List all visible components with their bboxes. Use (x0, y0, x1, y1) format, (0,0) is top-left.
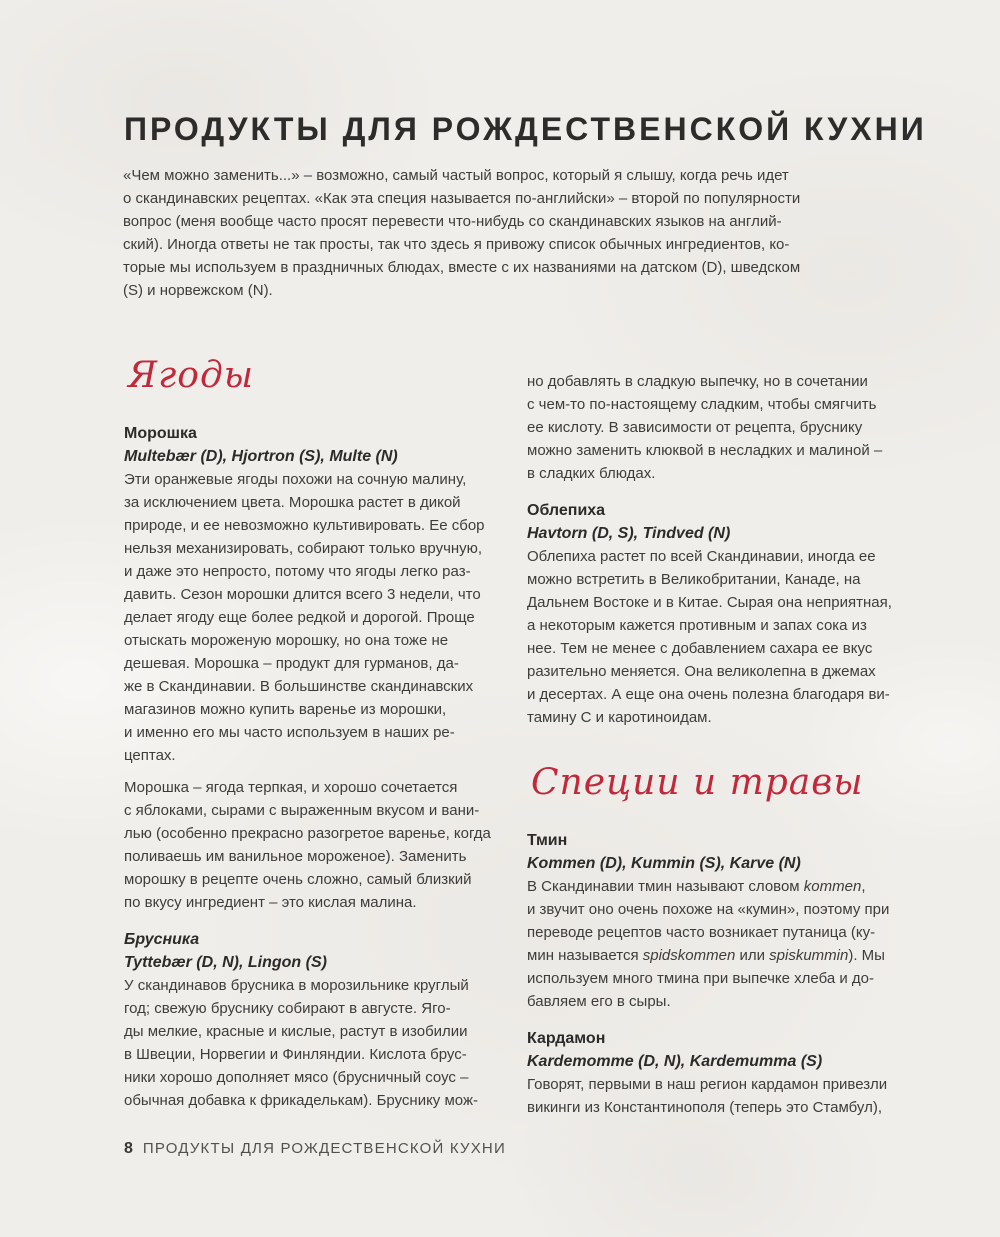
text-line: нее. Тем не менее с добавлением сахара ее вкус (527, 640, 873, 657)
text-line: Морошка – ягода терпкая, и хорошо сочетается (124, 779, 458, 796)
text-line: ский). Иногда ответы не так просты, так что здесь я привожу список обычных ингредиентов, ко- (123, 236, 790, 253)
text-line: поливаешь им ванильное мороженое). Заменить (124, 848, 467, 865)
text-line: вопрос (меня вообще часто просят перевести что-нибудь со скандинавских языков на англий- (123, 213, 782, 230)
text-line: и даже это непросто, потому что ягоды легко раз- (124, 563, 471, 580)
text-line: В Скандинавии тмин называют словом kommen, (527, 878, 866, 895)
text-line: Облепиха растет по всей Скандинавии, иногда ее (527, 548, 876, 565)
text-line: в сладких блюдах. (527, 465, 656, 482)
column-left (124, 352, 504, 1112)
ingredient-name-brusnika: Брусника (124, 931, 200, 948)
paragraph-moroshka-1 (124, 468, 504, 767)
ingredient-section-tmin (527, 829, 907, 1013)
text-line: ее кислоту. В зависимости от рецепта, бруснику (527, 419, 863, 436)
text-line: о скандинавских рецептах. «Как эта специя называется по-английски» – второй по популярности (123, 190, 801, 207)
ingredient-section-oblepikha (527, 499, 907, 729)
ingredient-section-kardamon (527, 1027, 907, 1119)
ingredient-translations-oblepikha: Havtorn (D, S), Tindved (N) (527, 525, 731, 542)
ingredient-name-oblepikha: Облепиха (527, 502, 606, 519)
text-line: Эти оранжевые ягоды похожи на сочную малину, (124, 471, 467, 488)
text-line: за исключением цвета. Морошка растет в дикой (124, 494, 461, 511)
text-line: торые мы используем в праздничных блюдах, вместе с их названиями на датском (D), шведском (123, 259, 801, 276)
ingredient-translations-kardamon: Kardemomme (D, N), Kardemumma (S) (527, 1053, 823, 1070)
paragraph-kardamon (527, 1073, 907, 1119)
text-line: тамину C и каротиноидам. (527, 709, 712, 726)
paragraph-moroshka-2 (124, 776, 504, 914)
text-line: в Швеции, Норвегии и Финляндии. Кислота брус- (124, 1046, 467, 1063)
text-line: ды мелкие, красные и кислые, растут в изобилии (124, 1023, 468, 1040)
text-line: делает ягоду еще более редкой и дорогой. Проще (124, 609, 475, 626)
ingredient-name-moroshka: Морошка (124, 425, 197, 442)
spices-script-heading: Специи и травы (531, 762, 864, 803)
paragraph-brusnika-continued (527, 370, 907, 485)
text-line: и именно его мы часто используем в наших ре- (124, 724, 455, 741)
text-line: разительно меняется. Она великолепна в джемах (527, 663, 876, 680)
text-line: давить. Сезон морошки длится всего 3 недели, что (124, 586, 481, 603)
footer-title: ПРОДУКТЫ ДЛЯ РОЖДЕСТВЕНСКОЙ КУХНИ (142, 1140, 506, 1157)
berries-script-heading: Ягоды (128, 355, 255, 396)
intro-paragraph (123, 164, 913, 302)
text-line: У скандинавов брусника в морозильнике круглый (124, 977, 469, 994)
text-line: и десертах. А еще она очень полезна благодаря ви- (527, 686, 890, 703)
page-number: 8 (124, 1140, 133, 1157)
text-line: природе, и ее невозможно культивировать. Ее сбор (124, 517, 485, 534)
text-line: лью (особенно прекрасно разогретое варенье, когда (124, 825, 491, 842)
text-line: с яблоками, сырами с выраженным вкусом и вани- (124, 802, 480, 819)
spices-block (527, 759, 907, 1119)
text-line: ники хорошо дополняет мясо (брусничный соус – (124, 1069, 469, 1086)
text-line: по вкусу ингредиент – это кислая малина. (124, 894, 417, 911)
text-line: цептах. (124, 747, 176, 764)
ingredient-name-kardamon: Кардамон (527, 1030, 606, 1047)
paragraph-brusnika (124, 974, 504, 1112)
text-line: дешевая. Морошка – продукт для гурманов, да- (124, 655, 459, 672)
text-line: переводе рецептов часто возникает путаница (ку- (527, 924, 876, 941)
text-line: можно заменить клюквой в несладких и малиной – (527, 442, 883, 459)
text-line: но добавлять в сладкую выпечку, но в сочетании (527, 373, 868, 390)
text-line: нельзя механизировать, собирают только вручную, (124, 540, 483, 557)
text-line: с чем-то по-настоящему сладким, чтобы смягчить (527, 396, 877, 413)
text-line: обычная добавка к фрикаделькам). Бруснику мож- (124, 1092, 478, 1109)
text-line: мин называется spidskommen или spiskummin). Мы (527, 947, 885, 964)
column-right (527, 352, 907, 1119)
footer (124, 1140, 506, 1158)
ingredient-translations-tmin: Kommen (D), Kummin (S), Karve (N) (527, 855, 801, 872)
paragraph-tmin (527, 875, 907, 1013)
page-title: ПРОДУКТЫ ДЛЯ РОЖДЕСТВЕНСКОЙ КУХНИ (124, 111, 927, 148)
ingredient-section-moroshka (124, 422, 504, 914)
text-line: используем много тмина при выпечке хлеба и до- (527, 970, 874, 987)
text-line: а некоторым кажется противным и запах сока из (527, 617, 867, 634)
text-line: викинги из Константинополя (теперь это Стамбул), (527, 1099, 882, 1116)
text-line: можно встретить в Великобритании, Канаде, на (527, 571, 861, 588)
text-line: магазинов можно купить варенье из морошки, (124, 701, 447, 718)
text-line: Говорят, первыми в наш регион кардамон привезли (527, 1076, 888, 1093)
ingredient-translations-moroshka: Multebær (D), Hjortron (S), Multe (N) (124, 448, 398, 465)
ingredient-name-tmin: Тмин (527, 832, 568, 849)
text-line: год; свежую бруснику собирают в августе. Яго- (124, 1000, 451, 1017)
text-line: и звучит оно очень похоже на «кумин», поэтому при (527, 901, 890, 918)
text-line: морошку в рецепте очень сложно, самый близкий (124, 871, 472, 888)
text-line: бавляем его в сыры. (527, 993, 671, 1010)
ingredient-section-brusnika (124, 928, 504, 1112)
ingredient-translations-brusnika: Tyttebær (D, N), Lingon (S) (124, 954, 327, 971)
text-line: «Чем можно заменить...» – возможно, самый частый вопрос, который я слышу, когда речь идет (123, 167, 789, 184)
text-line: Дальнем Востоке и в Китае. Сырая она неприятная, (527, 594, 892, 611)
text-line: же в Скандинавии. В большинстве скандинавских (124, 678, 474, 695)
text-line: отыскать мороженую морошку, но она тоже не (124, 632, 449, 649)
text-line: (S) и норвежском (N). (123, 282, 273, 299)
paragraph-oblepikha (527, 545, 907, 729)
